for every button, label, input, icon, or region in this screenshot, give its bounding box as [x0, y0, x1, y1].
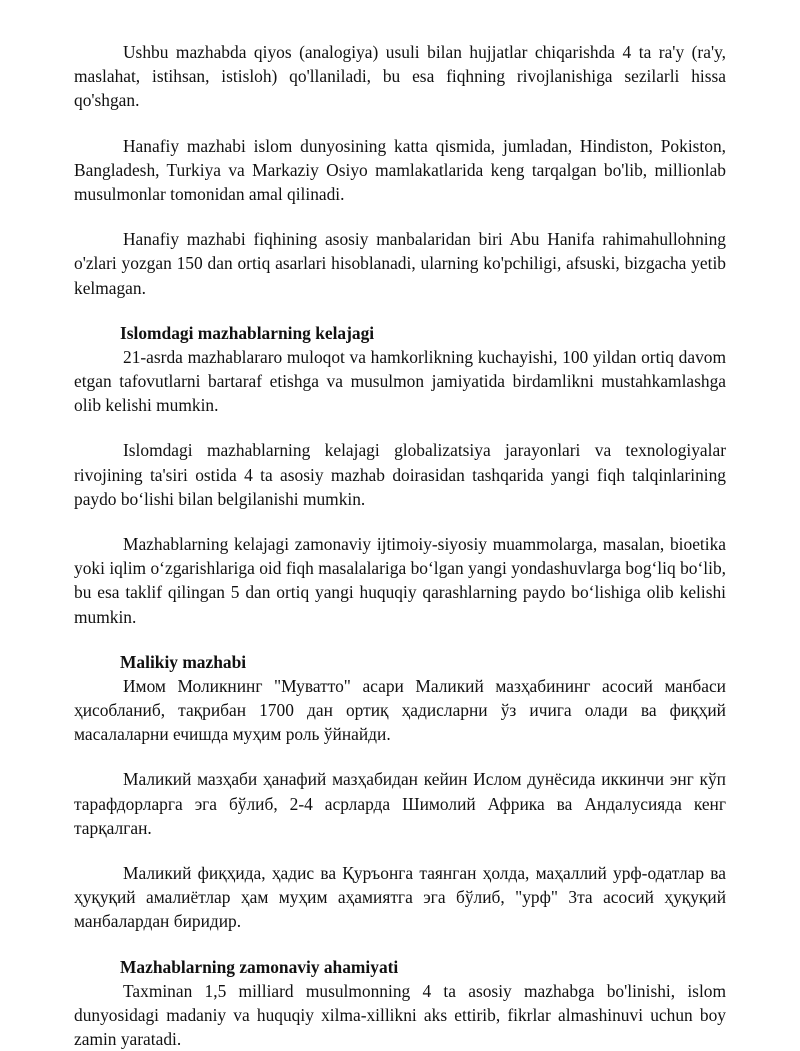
paragraph: Hanafiy mazhabi fiqhining asosiy manbalaridan biri Abu Hanifa rahimahullohning o'zlari yozgan 150 dan ortiq asarlari hisoblanadi, ularning ko'pchiligi, afsuski, bizgacha yetib kelmagan.: [74, 229, 726, 298]
paragraph: Taxminan 1,5 milliard musulmonning 4 ta asosiy mazhabga bo'linishi, islom dunyosidagi madaniy va huquqiy xilma-xillikni aks ettirib, fikrlar almashinuvi uchun boy zamin yaratadi.: [74, 980, 726, 1050]
section-heading-future: Islomdagi mazhablarning kelajagi: [120, 322, 375, 343]
paragraph: Hanafiy mazhabi islom dunyosining katta qismida, jumladan, Hindiston, Pokiston, Bangladesh, Turkiya va Markaziy Osiyo mamlakatlarida keng tarqalgan bo'lib, millionlab musulmonlar tomonidan amal qilinadi.: [74, 135, 726, 205]
paragraph-spacer: [74, 511, 726, 532]
paragraph-spacer: [74, 417, 726, 438]
paragraph-spacer: [74, 300, 726, 321]
document-page: [74, 40, 726, 1051]
paragraph: 21-asrda mazhablararo muloqot va hamkorlikning kuchayishi, 100 yildan ortiq davom etgan tafovutlarni bartaraf etishga va musulmon jamiyatida birdamlikni mustahkamlashga olib kelishi mumkin.: [74, 346, 726, 416]
paragraph: Маликий фиқҳида, ҳадис ва Қуръонга таянган ҳолда, маҳаллий урф-одатлар ва ҳуқуқий амалиётлар ҳам муҳим аҳамиятга эга бўлиб, "урф" 3та асосий ҳуқуқий манбалардан биридир.: [74, 863, 726, 932]
paragraph-spacer: [74, 934, 726, 955]
paragraph: Mazhablarning kelajagi zamonaviy ijtimoiy-siyosiy muammolarga, masalan, bioetika yoki iqlim o‘zgarishlariga oid fiqh masalalariga bo‘lgan yangi yondashuvlarga bog‘liq bo‘lib, bu esa taklif qilingan 5 dan ortiq yangi huquqiy qarashlarning paydo bo‘lishiga olib kelishi mumkin.: [74, 534, 726, 627]
paragraph-spacer: [74, 746, 726, 767]
paragraph: Имом Моликнинг "Муватто" асари Маликий мазҳабининг асосий манбаси ҳисобланиб, тақрибан 1700 дан ортиқ ҳадисларни ўз ичига олади ва фиқҳий масалаларни ечишда муҳим роль ўйнайди.: [74, 675, 726, 745]
paragraph-spacer: [74, 206, 726, 227]
section-heading-modern: Mazhablarning zamonaviy ahamiyati: [120, 956, 399, 977]
paragraph-spacer: [74, 629, 726, 650]
paragraph: Маликий мазҳаби ҳанафий мазҳабидан кейин Ислом дунёсида иккинчи энг кўп тарафдорларга эга бўлиб, 2-4 асрларда Шимолий Африка ва Андалусияда кенг тарқалган.: [74, 769, 726, 838]
paragraph-spacer: [74, 113, 726, 134]
section-heading-maliki: Malikiy mazhabi: [120, 651, 247, 672]
paragraph: Islomdagi mazhablarning kelajagi globalizatsiya jarayonlari va texnologiyalar rivojining ta'siri ostida 4 ta asosiy mazhab doirasidan tashqarida yangi fiqh talqinlarining paydo bo‘lishi bilan belgilanishi mumkin.: [74, 440, 726, 509]
paragraph: Ushbu mazhabda qiyos (analogiya) usuli bilan hujjatlar chiqarishda 4 ta ra'y (ra'y, maslahat, istihsan, istisloh) qo'llaniladi, bu esa fiqhning rivojlanishiga sezilarli hissa qo'shgan.: [74, 42, 726, 111]
paragraph-spacer: [74, 840, 726, 861]
